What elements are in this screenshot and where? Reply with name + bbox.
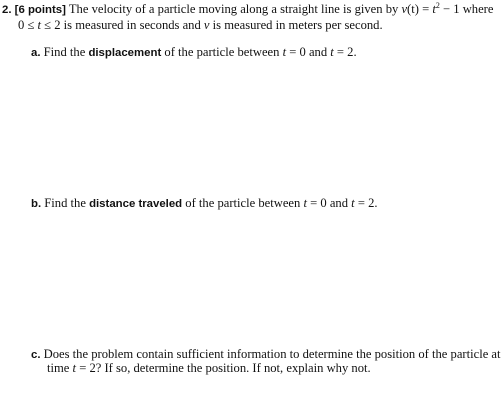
- problem-header: [2, 2, 493, 18]
- part-c-line-1: Does the problem contain sufficient information to determine the position of the particle at: [43, 347, 501, 361]
- var-t: t: [72, 361, 77, 375]
- exponent: 2: [435, 1, 440, 10]
- part-b-text-2: of the particle between: [182, 196, 304, 210]
- part-a-bold: displacement: [88, 47, 162, 59]
- var-t: t: [432, 2, 436, 16]
- part-b-label: b.: [31, 198, 42, 210]
- ineq-rest: ≤ 2 is measured in seconds and: [41, 18, 204, 32]
- units-text: is measured in meters per second.: [209, 18, 383, 32]
- part-b-text: Find the: [44, 196, 90, 210]
- expr-arg: (t): [407, 2, 419, 16]
- var-t: t: [282, 45, 287, 59]
- part-a-eq2: = 2.: [333, 45, 357, 59]
- part-a: [31, 45, 357, 61]
- part-b: [31, 196, 378, 212]
- problem-points: [6 points]: [14, 4, 66, 16]
- var-v: v: [203, 18, 210, 32]
- problem-line-2: [18, 18, 383, 33]
- part-a-label: a.: [31, 47, 41, 59]
- part-c-label: c.: [31, 349, 41, 361]
- part-b-bold: distance traveled: [89, 198, 183, 210]
- expr-eq: =: [418, 2, 433, 16]
- var-v: v: [401, 2, 408, 16]
- part-c-text: time: [47, 361, 73, 375]
- problem-number: 2.: [2, 4, 12, 16]
- problem-stem: The velocity of a particle moving along a straight line is given by: [68, 2, 399, 16]
- part-a-text-2: of the particle between: [161, 45, 283, 59]
- var-t: t: [37, 18, 42, 32]
- expr-rest: − 1 where: [439, 2, 494, 16]
- var-t: t: [303, 196, 307, 210]
- part-a-eq1: = 0 and: [286, 45, 331, 59]
- var-t: t: [351, 196, 355, 210]
- part-b-eq2: = 2.: [354, 196, 378, 210]
- var-t: t: [330, 45, 334, 59]
- part-c-text-2: = 2? If so, determine the position. If not, explain why not.: [76, 361, 371, 375]
- part-c-line-2: [47, 361, 371, 376]
- ineq-zero: 0 ≤: [18, 18, 38, 32]
- part-a-text: Find the: [43, 45, 89, 59]
- part-b-eq1: = 0 and: [306, 196, 352, 210]
